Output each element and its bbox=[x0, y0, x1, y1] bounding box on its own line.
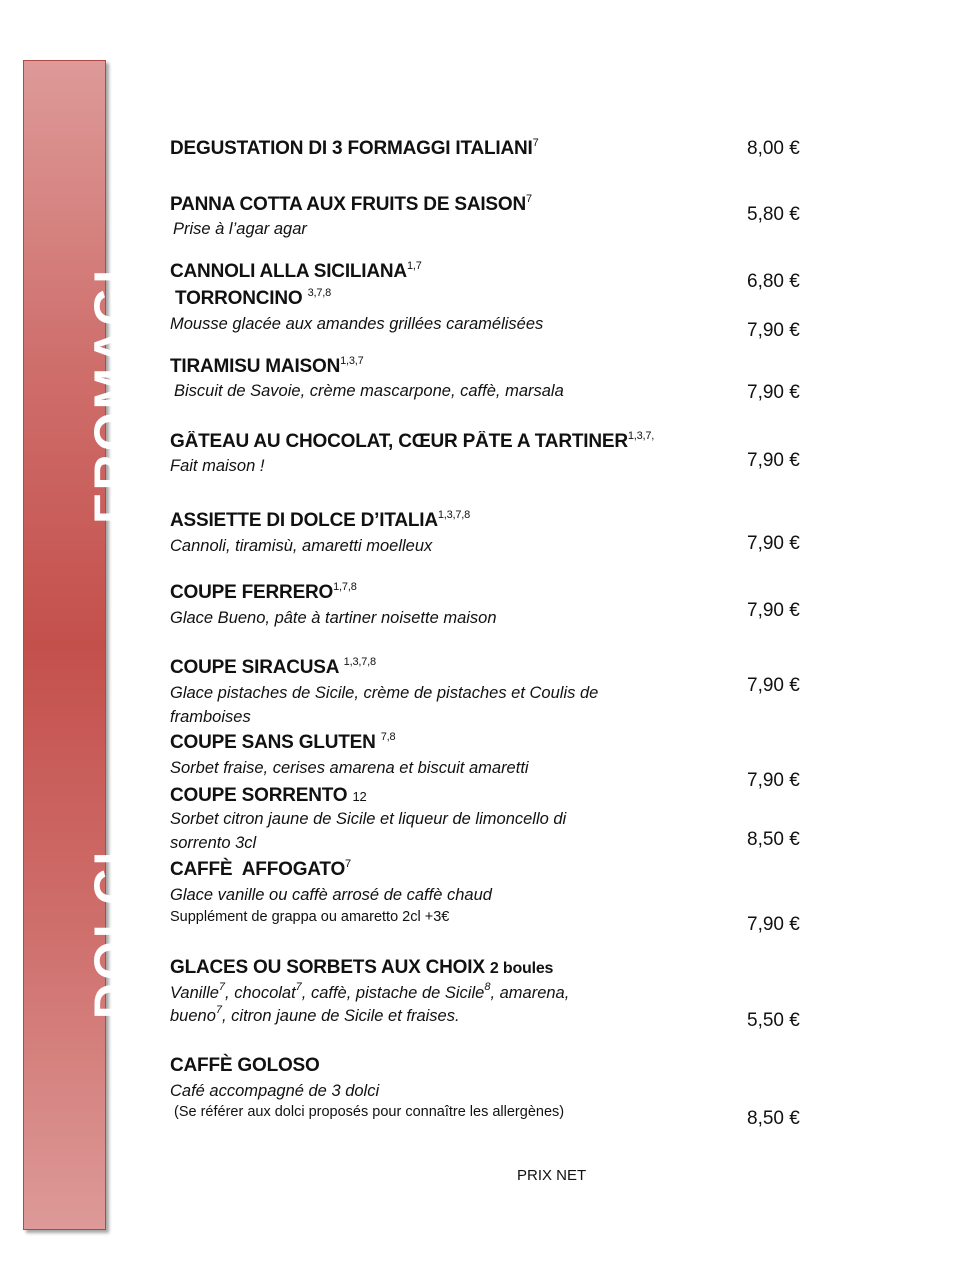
menu-item-price: 5,80 € bbox=[747, 204, 800, 225]
menu-item-price: 5,50 € bbox=[747, 1010, 800, 1031]
menu-item-description: Cannoli, tiramisù, amaretti moelleux bbox=[170, 537, 433, 555]
menu-item-note: (Se référer aux dolci proposés pour connaître les allergènes) bbox=[174, 1104, 565, 1120]
menu-item-title: COUPE SIRACUSA $^{1,3,7,8}$ bbox=[170, 656, 376, 678]
menu-item-title: CAFFÈ AFFOGATO$^7$ bbox=[170, 858, 351, 880]
menu-item-title: PANNA COTTA AUX FRUITS DE SAISON$^7$ bbox=[170, 193, 532, 215]
menu-item-price: 8,50 € bbox=[747, 829, 800, 850]
fromagi-section-label: FROMAGI bbox=[84, 266, 140, 524]
menu-item-description: Glace pistaches de Sicile, crème de pistaches et Coulis de bbox=[170, 684, 599, 702]
menu-item-description: bueno$^7$, citron jaune de Sicile et fraises. bbox=[170, 1004, 460, 1025]
menu-item-description: Glace Bueno, pâte à tartiner noisette maison bbox=[170, 609, 497, 627]
menu-item-title: GLACES OU SORBETS AUX CHOIX 2 boules bbox=[170, 957, 554, 978]
menu-item-description: sorrento 3cl bbox=[170, 834, 257, 852]
menu-item-description: Sorbet citron jaune de Sicile et liqueur de limoncello di bbox=[170, 810, 567, 828]
menu-item-title: CANNOLI ALLA SICILIANA$^{1,7}$ bbox=[170, 260, 422, 282]
menu-item-price: 6,80 € bbox=[747, 271, 800, 292]
menu-item-price: 8,00 € bbox=[747, 138, 800, 159]
menu-item-note: Supplément de grappa ou amaretto 2cl +3€ bbox=[170, 909, 450, 925]
menu-item-title: COUPE FERRERO$^{1,7,8}$ bbox=[170, 581, 357, 603]
menu-item-description: framboises bbox=[170, 708, 251, 726]
menu-item-title: GÂTEAU AU CHOCOLAT, CŒUR PÂTE A $TARTINER^{1,3,7,}$ bbox=[170, 431, 655, 452]
menu-item-price: 7,90 € bbox=[747, 675, 800, 696]
menu-item-price: 7,90 € bbox=[747, 533, 800, 554]
side-band bbox=[23, 60, 140, 1230]
menu-item-description: Fait maison ! bbox=[170, 457, 265, 475]
menu-item-price: 7,90 € bbox=[747, 382, 800, 403]
menu-item-description: Biscuit de Savoie, crème mascarpone, caffè, marsala bbox=[174, 382, 564, 400]
menu-item-price: 7,90 € bbox=[747, 450, 800, 471]
dolci-section-label: DOLCI bbox=[84, 848, 140, 1020]
menu-item-description: Glace vanille ou caffè arrosé de caffè chaud bbox=[170, 886, 492, 904]
menu-item-price: 8,50 € bbox=[747, 1108, 800, 1129]
menu-item-description: Mousse glacée aux amandes grillées caramélisées bbox=[170, 315, 544, 333]
menu-item-price: 7,90 € bbox=[747, 600, 800, 621]
menu-item-title: COUPE SANS GLUTEN $^{7,8}$ bbox=[170, 731, 396, 753]
menu-item-title: TIRAMISU MAISON$^{1,3,7}$ bbox=[170, 355, 364, 377]
menu-item-description: Café accompagné de 3 dolci bbox=[170, 1082, 380, 1100]
menu-item-price: 7,90 € bbox=[747, 320, 800, 341]
menu-item-description: Vanille$^7$, chocolat$^7$, caffè, pistache de Sicile$^8$, amarena, bbox=[170, 981, 570, 1002]
footer-prix-net: PRIX NET bbox=[517, 1167, 587, 1184]
menu-item-title: CAFFÈ GOLOSO bbox=[170, 1055, 320, 1076]
menu-item-title: DEGUSTATION DI 3 FORMAGGI ITALIANI$^7$ bbox=[170, 137, 539, 159]
menu-item-title: TORRONCINO $^{3,7,8}$ bbox=[175, 287, 332, 309]
menu-item-title: COUPE SORRENTO 12 bbox=[170, 785, 367, 806]
menu-item-price: 7,90 € bbox=[747, 914, 800, 935]
menu-item-price: 7,90 € bbox=[747, 770, 800, 791]
menu-item-title: ASSIETTE DI DOLCE D’ITALIA$^{1,3,7,8}$ bbox=[170, 509, 471, 531]
menu-item-description: Sorbet fraise, cerises amarena et biscuit amaretti bbox=[170, 759, 529, 777]
menu-item-description: Prise à l’agar agar bbox=[173, 220, 307, 238]
